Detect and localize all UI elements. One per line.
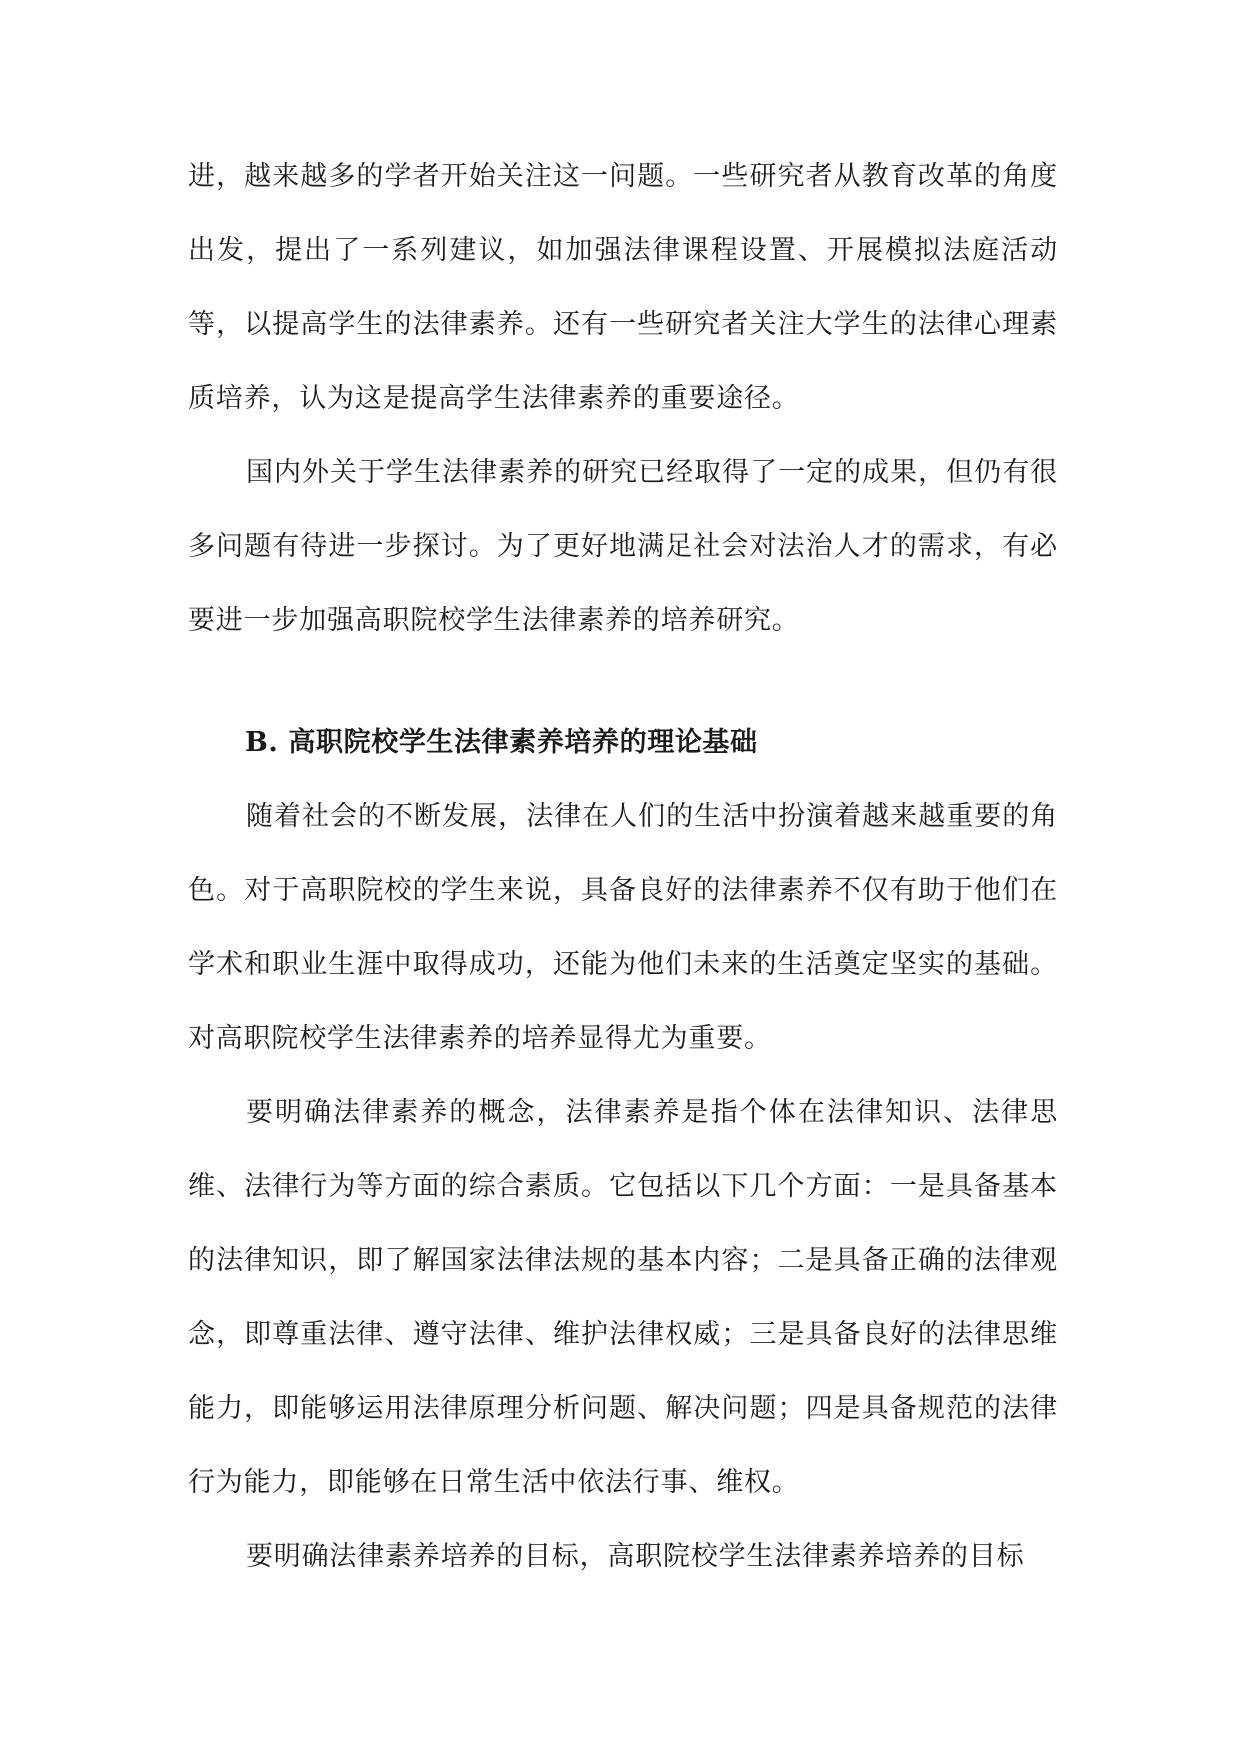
paragraph-legal-literacy-concept: 要明确法律素养的概念，法律素养是指个体在法律知识、法律思维、法律行为等方面的综合素质。它包括以下几个方面：一是具备基本的法律知识，即了解国家法律法规的基本内容；二是具备正确的法律观念，即尊重法律、遵守法律、维护法律权威；三是具备良好的法律思维能力，即能够运用法律原理分析问题、解决问题；四是具备规范的法律行为能力，即能够在日常生活中依法行事、维权。 <box>188 1097 1058 1498</box>
section-spacer <box>188 658 1058 706</box>
paragraph-research-summary: 国内外关于学生法律素养的研究已经取得了一定的成果，但仍有很多问题有待进一步探讨。为了更好地满足社会对法治人才的需求，有必要进一步加强高职院校学生法律素养的培养研究。 <box>188 457 1058 636</box>
paragraph-continuation: 进，越来越多的学者开始关注这一问题。一些研究者从教育改革的角度出发，提出了一系列建议，如加强法律课程设置、开展模拟法庭活动等，以提高学生的法律素养。还有一些研究者关注大学生的法律心理素质培养，认为这是提高学生法律素养的重要途径。 <box>188 161 1058 414</box>
document-page <box>188 140 1058 1594</box>
paragraph-training-goal: 要明确法律素养培养的目标，高职院校学生法律素养培养的目标 <box>246 1541 1025 1572</box>
section-heading: B. 高职院校学生法律素养培养的理论基础 <box>245 727 758 758</box>
paragraph-social-development: 随着社会的不断发展，法律在人们的生活中扮演着越来越重要的角色。对于高职院校的学生来说，具备良好的法律素养不仅有助于他们在学术和职业生涯中取得成功，还能为他们未来的生活奠定坚实的基础。对高职院校学生法律素养的培养显得尤为重要。 <box>188 801 1058 1054</box>
